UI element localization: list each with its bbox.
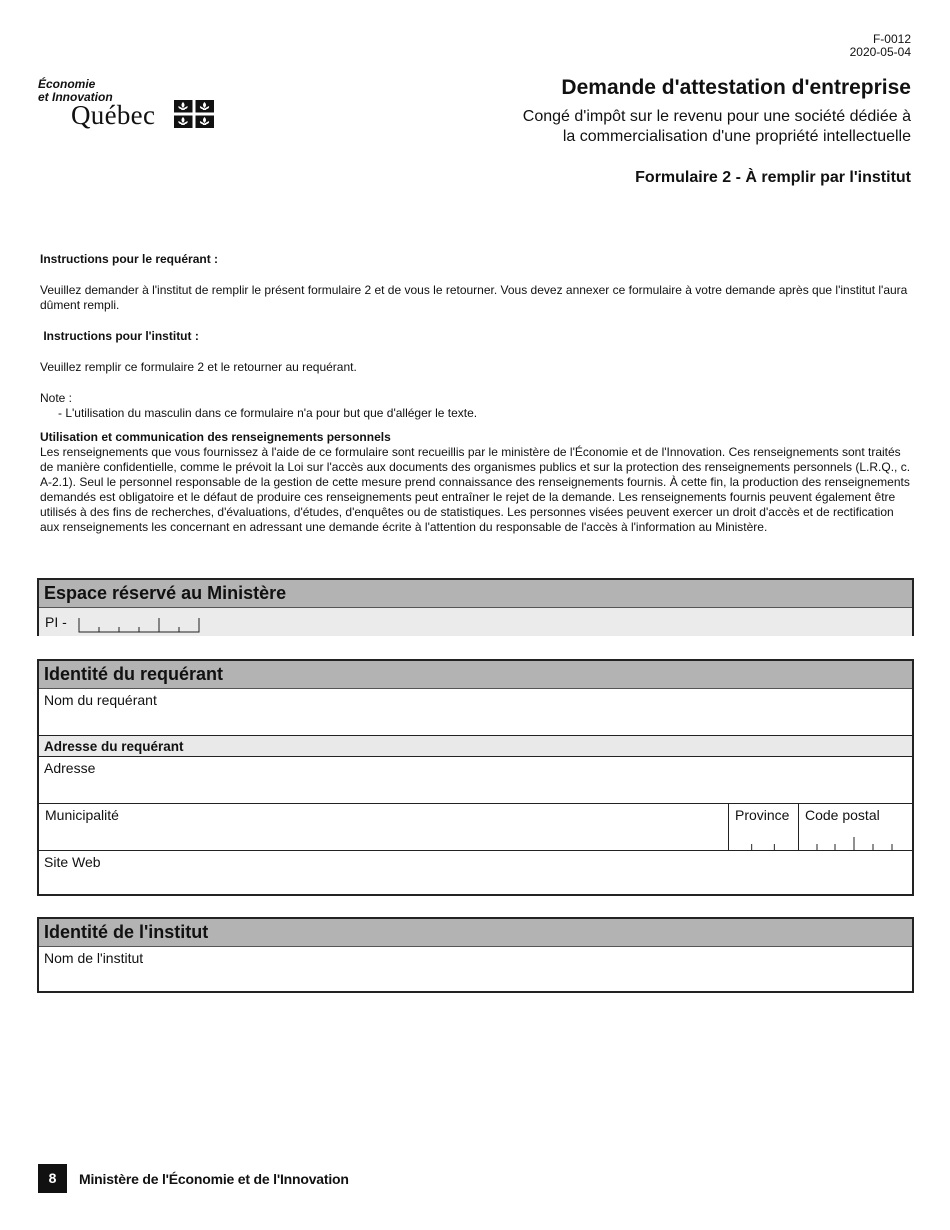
province-char-boxes [729,836,798,850]
fleur-de-lis-flag-icon [174,100,214,128]
ministere-section [37,578,914,636]
ministere-section-title: Espace réservé au Ministère [39,580,912,608]
province-field[interactable] [729,804,799,850]
page-footer [38,1164,349,1193]
institut-section [37,917,914,993]
institut-instructions-text: Veuillez remplir ce formulaire 2 et le retourner au requérant. [40,360,357,374]
institut-instructions-heading: Instructions pour l'institut : [40,329,199,343]
website-label: Site Web [44,854,101,870]
subtitle-line-2: la commercialisation d'une propriété intellectuelle [562,128,911,145]
privacy-text: Les renseignements que vous fournissez à l'aide de ce formulaire sont recueillis par le ministère de l'Économie et de l'Innovation. Ces renseignements sont traités de manière confidentielle, comme le prévoit la Loi sur l'accès aux documents des organismes publics et sur la protection des renseignements personnels (L.R.Q., c. A-2.1). Seul le personnel responsable de la gestion de cette mesure prend connaissance des renseignements fournis. À cette fin, la production des renseignements demandés est obligatoire et le défaut de produire ces renseignements peut entraîner le rejet de la demande. Les renseignements fournis peuvent également être utilisés à des fins de recherches, d'évaluations, d'études, d'enquêtes ou de statistiques. Les personnes visées peuvent exercer un droit d'accès et de rectification aux renseignements les concernant en adressant une demande écrite à l'attention du responsable de l'accès à l'information au Ministère. [40,445,911,534]
privacy-heading: Utilisation et communication des renseignements personnels [40,430,391,444]
logo-wordmark: Québec [71,100,156,130]
instructions [40,252,912,535]
requerant-instructions-text: Veuillez demander à l'institut de remplir le présent formulaire 2 et de vous le retourner. Vous devez annexer ce formulaire à votre demande après que l'institut l'aura dûment rempli. [40,283,908,312]
form-label: Formulaire 2 - À remplir par l'institut [635,169,911,186]
note-text: - L'utilisation du masculin dans ce formulaire n'a pour but que d'alléger le texte. [58,406,478,420]
requerant-name-label: Nom du requérant [44,692,157,708]
pi-number-input[interactable] [78,617,200,633]
requerant-name-field[interactable] [39,689,912,736]
postal-code-field[interactable] [799,804,912,850]
note-label: Note : [40,391,73,405]
address-field[interactable] [39,757,912,804]
pi-row [39,608,912,636]
logo-line-2: et Innovation [38,90,113,104]
address-subheading: Adresse du requérant [39,736,912,757]
requerant-section [37,659,914,896]
title-block [351,75,911,187]
page-title: Demande d'attestation d'entreprise [561,76,911,99]
page-subtitle [351,107,911,147]
form-code-block [850,33,911,59]
subtitle-line-1: Congé d'impôt sur le revenu pour une société dédiée à [522,108,911,125]
address-label: Adresse [44,760,96,776]
website-field[interactable] [39,851,912,896]
form-date: 2020-05-04 [849,45,911,59]
institut-name-label: Nom de l'institut [44,950,144,966]
postal-code-char-boxes [799,836,912,850]
page-number: 8 [38,1164,67,1193]
province-label: Province [735,807,790,823]
pi-label: PI - [45,614,67,630]
requerant-instructions-heading: Instructions pour le requérant : [40,252,219,266]
logo-line-1: Économie [38,77,96,91]
municipality-row [39,804,912,851]
institut-name-field[interactable] [39,947,912,993]
postal-code-label: Code postal [805,807,880,823]
municipality-label: Municipalité [45,807,119,823]
footer-ministry-name: Ministère de l'Économie et de l'Innovation [79,1170,349,1187]
requerant-section-title: Identité du requérant [39,661,912,689]
municipality-field[interactable] [39,804,729,850]
institut-section-title: Identité de l'institut [39,919,912,947]
quebec-logo [38,78,218,133]
form-code: F-0012 [872,32,911,46]
